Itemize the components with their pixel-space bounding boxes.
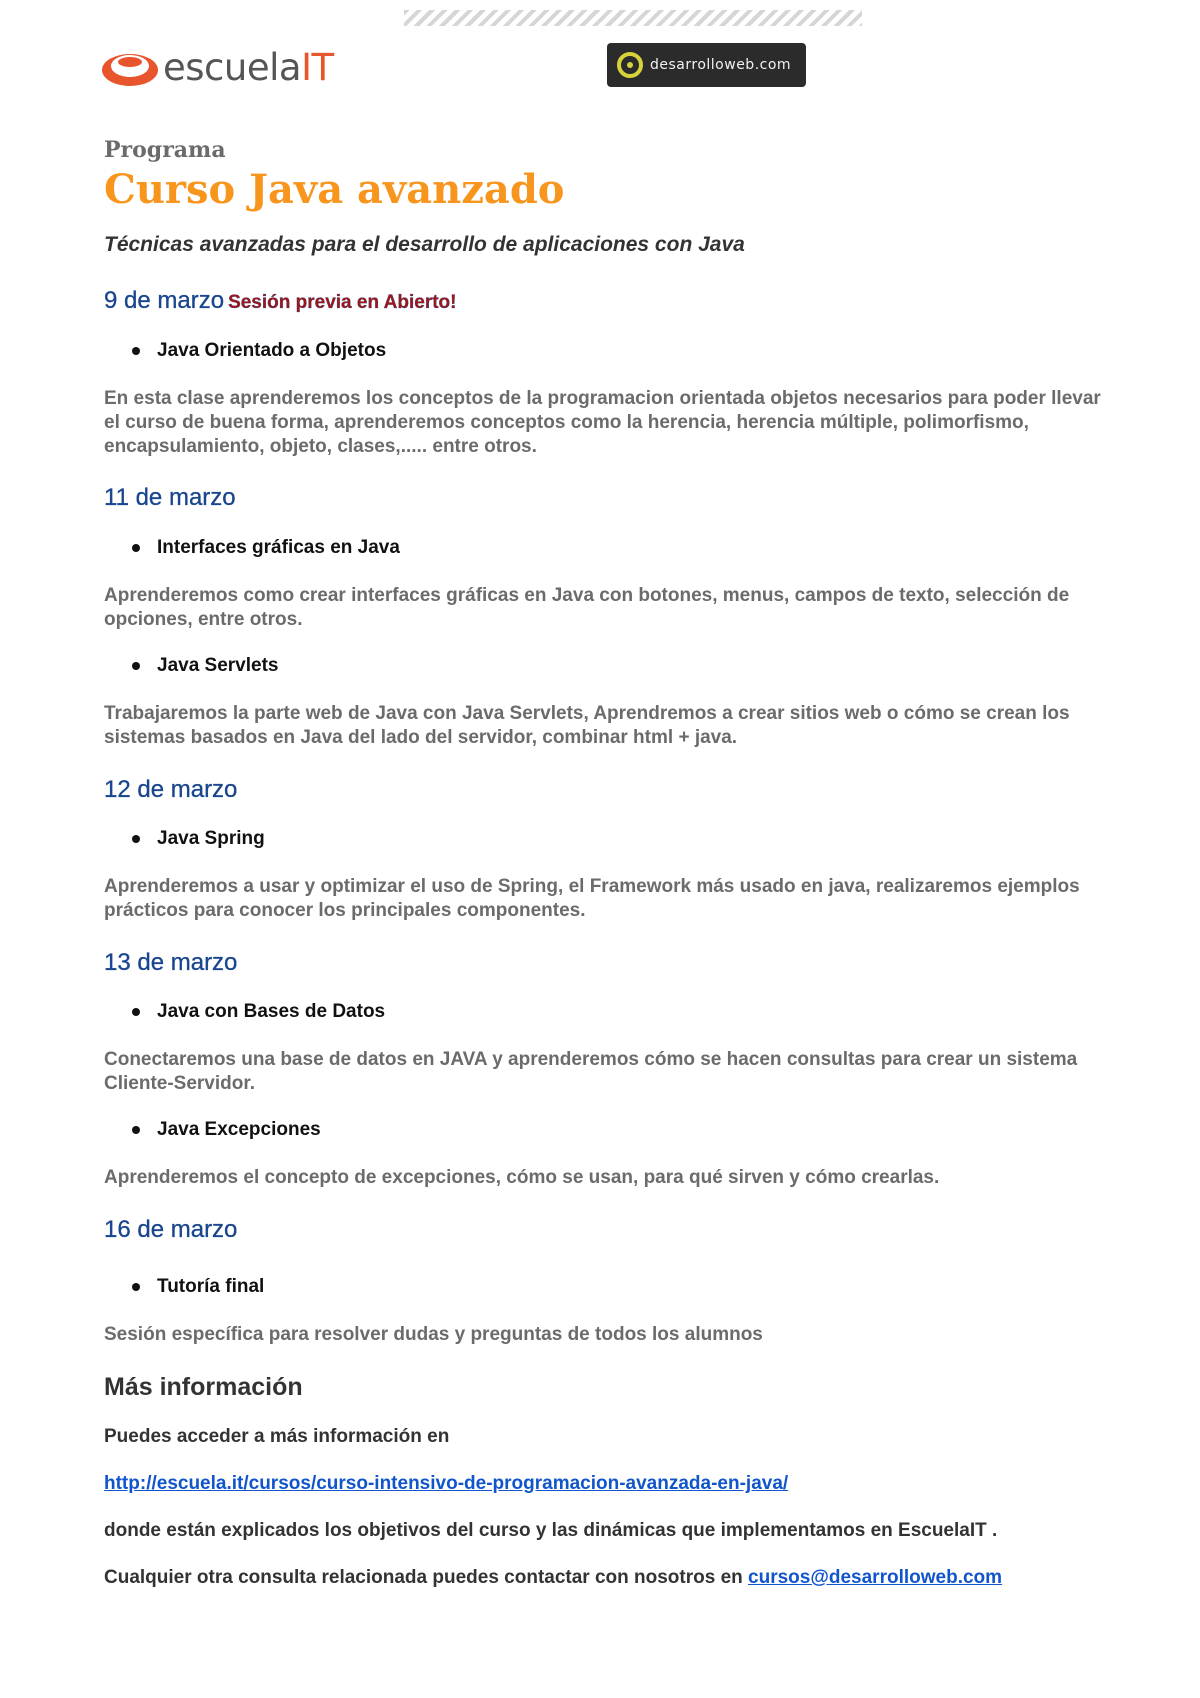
topic-description: Aprenderemos el concepto de excepciones, cómo se usan, para qué sirven y cómo crearlas. — [104, 1167, 940, 1188]
course-subtitle: Técnicas avanzadas para el desarrollo de aplicaciones con Java — [104, 233, 745, 256]
session-date: 12 de marzo — [104, 776, 238, 803]
desarrolloweb-wordmark: desarrolloweb.com — [650, 57, 792, 73]
top-decorative-stripe — [404, 10, 862, 26]
contact-prefix: Cualquier otra consulta relacionada puedes contactar con nosotros en — [104, 1567, 743, 1588]
course-url-link[interactable]: http://escuela.it/cursos/curso-intensivo-de-programacion-avanzada-en-java/ — [104, 1473, 789, 1494]
topic-title: Tutoría final — [157, 1276, 265, 1297]
topic-title: Java Orientado a Objetos — [157, 340, 387, 361]
escuelait-logo-icon — [100, 46, 160, 90]
more-info-heading: Más información — [104, 1373, 303, 1401]
topic-item — [132, 340, 386, 362]
topic-description: Conectaremos una base de datos en JAVA y aprenderemos cómo se hacen consultas para crear un sistema Cliente-Servidor. — [104, 1049, 1078, 1094]
topic-title: Java Excepciones — [157, 1119, 321, 1140]
course-title: Curso Java avanzado — [104, 166, 565, 213]
topic-description: En esta clase aprenderemos los conceptos de la programacion orientada objetos necesarios para poder llevar el curso de buena forma, aprenderemos conceptos como la herencia, herencia múltiple, polimorfismo, encapsulamiento, objeto, clases,..... entre otros. — [104, 388, 1101, 457]
topic-title: Java Spring — [157, 828, 265, 849]
bullet-icon — [132, 1126, 140, 1134]
desarrolloweb-logo[interactable] — [607, 43, 806, 87]
contact-email-link[interactable]: cursos@desarrolloweb.com — [748, 1567, 1003, 1588]
topic-description: Aprenderemos a usar y optimizar el uso de Spring, el Framework más usado en java, realizaremos ejemplos prácticos para conocer los principales componentes. — [104, 876, 1080, 921]
bullet-icon — [132, 1008, 140, 1016]
course-link-paragraph — [104, 1473, 1104, 1495]
desarrolloweb-logo-icon — [617, 52, 643, 78]
session-date: 13 de marzo — [104, 949, 238, 976]
bullet-icon — [132, 544, 140, 552]
topic-item — [132, 655, 279, 677]
session-date: 11 de marzo — [104, 484, 236, 511]
topic-description: Sesión específica para resolver dudas y preguntas de todos los alumnos — [104, 1324, 763, 1345]
topic-description: Trabajaremos la parte web de Java con Java Servlets, Aprendremos a crear sitios web o cómo se crean los sistemas basados en Java del lado del servidor, combinar html + java. — [104, 703, 1070, 748]
contact-paragraph — [104, 1567, 1104, 1589]
more-info-intro: Puedes acceder a más información en — [104, 1426, 450, 1447]
session-date: 9 de marzo Sesión previa en Abierto! — [104, 287, 457, 314]
escuelait-logo[interactable] — [100, 46, 334, 90]
topic-item — [132, 1119, 321, 1141]
bullet-icon — [132, 835, 140, 843]
bullet-icon — [132, 347, 140, 355]
topic-item — [132, 1001, 385, 1023]
escuelait-wordmark: escuelaIT — [163, 46, 334, 89]
bullet-icon — [132, 662, 140, 670]
document-kicker: Programa — [104, 137, 226, 163]
topic-title: Interfaces gráficas en Java — [157, 537, 400, 558]
topic-item — [132, 828, 265, 850]
topic-item — [132, 1276, 264, 1298]
topic-title: Java Servlets — [157, 655, 279, 676]
bullet-icon — [132, 1283, 140, 1291]
session-note: Sesión previa en Abierto! — [228, 292, 457, 313]
more-info-explanation: donde están explicados los objetivos del curso y las dinámicas que implementamos en EscuelaIT . — [104, 1520, 998, 1541]
session-date: 16 de marzo — [104, 1216, 238, 1243]
topic-item — [132, 537, 400, 559]
topic-title: Java con Bases de Datos — [157, 1001, 386, 1022]
topic-description: Aprenderemos como crear interfaces gráficas en Java con botones, menus, campos de texto, selección de opciones, entre otros. — [104, 585, 1070, 630]
